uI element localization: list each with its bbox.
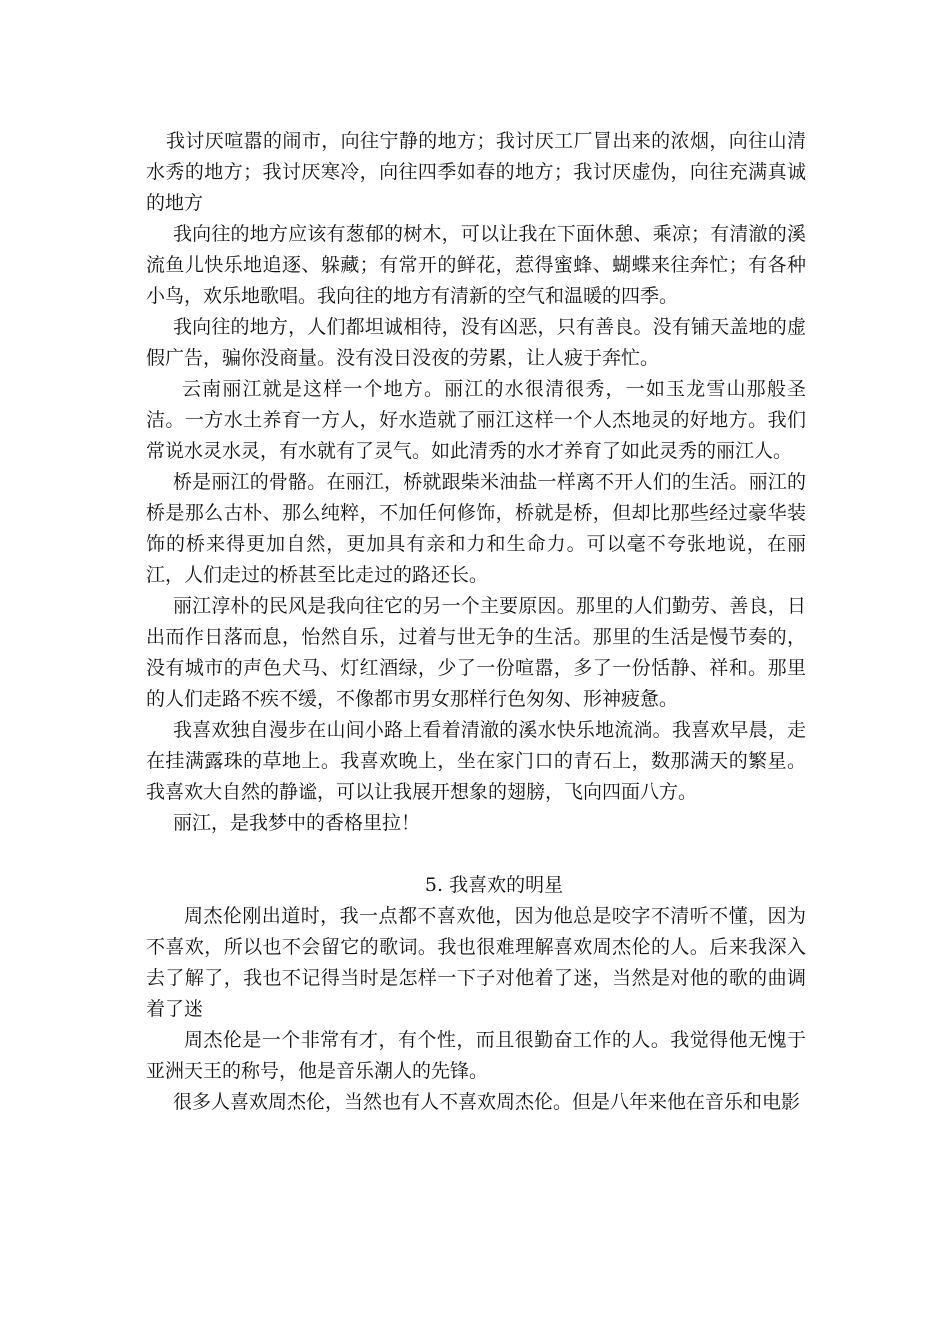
paragraph: 我向往的地方应该有葱郁的树木，可以让我在下面休憩、乘凉；有清澈的溪流鱼儿快乐地追逐、躲藏；有常开的鲜花，惹得蜜蜂、蝴蝶来往奔忙；有各种小鸟，欢乐地歌唱。我向往的地方有清新的空气和温暖的四季。: [146, 223, 806, 307]
section-heading: 5. 我喜欢的明星: [424, 874, 564, 896]
section-gap: [146, 839, 806, 870]
paragraph: 很多人喜欢周杰伦，当然也有人不喜欢周杰伦。但是八年来他在音乐和电影: [173, 1091, 801, 1113]
paragraph: 我向往的地方，人们都坦诚相待，没有凶恶，只有善良。没有铺天盖地的虚假广告，骗你没商量。没有没日没夜的劳累，让人疲于奔忙。: [146, 316, 806, 369]
paragraph: 丽江淳朴的民风是我向往它的另一个主要原因。那里的人们勤劳、善良，日出而作日落而息，怡然自乐，过着与世无争的生活。那里的生活是慢节奏的，没有城市的声色犬马、灯红酒绿，少了一份喧嚣，多了一份恬静、祥和。那里的人们走路不疾不缓，不像都市男女那样行色匆匆、形神疲惫。: [146, 595, 806, 710]
paragraph: 我讨厌喧嚣的闹市，向往宁静的地方；我讨厌工厂冒出来的浓烟，向往山清水秀的地方；我讨厌寒冷，向往四季如春的地方；我讨厌虚伪，向往充满真诚的地方: [146, 130, 806, 214]
paragraph: 丽江，是我梦中的香格里拉！: [173, 812, 421, 834]
document-page: [146, 126, 806, 1118]
paragraph: 我喜欢独自漫步在山间小路上看着清澈的溪水快乐地流淌。我喜欢早晨，走在挂满露珠的草地上。我喜欢晚上，坐在家门口的青石上，数那满天的繁星。我喜欢大自然的静谧，可以让我展开想象的翅膀，飞向四面八方。: [146, 719, 806, 803]
paragraph: 桥是丽江的骨骼。在丽江，桥就跟柴米油盐一样离不开人们的生活。丽江的桥是那么古朴、那么纯粹，不加任何修饰，桥就是桥，但却比那些经过豪华装饰的桥来得更加自然，更加具有亲和力和生命力。可以毫不夸张地说，在丽江，人们走过的桥甚至比走过的路还长。: [146, 471, 806, 586]
paragraph: 云南丽江就是这样一个地方。丽江的水很清很秀，一如玉龙雪山那般圣洁。一方水土养育一方人，好水造就了丽江这样一个人杰地灵的好地方。我们常说水灵水灵，有水就有了灵气。如此清秀的水才养育了如此灵秀的丽江人。: [146, 378, 806, 462]
paragraph: 周杰伦是一个非常有才，有个性，而且很勤奋工作的人。我觉得他无愧于亚洲天王的称号，他是音乐潮人的先锋。: [146, 1029, 806, 1082]
paragraph: 周杰伦刚出道时，我一点都不喜欢他，因为他总是咬字不清听不懂，因为不喜欢，所以也不会留它的歌词。我也很难理解喜欢周杰伦的人。后来我深入去了解了，我也不记得当时是怎样一下子对他着了迷，当然是对他的歌的曲调着了迷: [146, 905, 806, 1020]
